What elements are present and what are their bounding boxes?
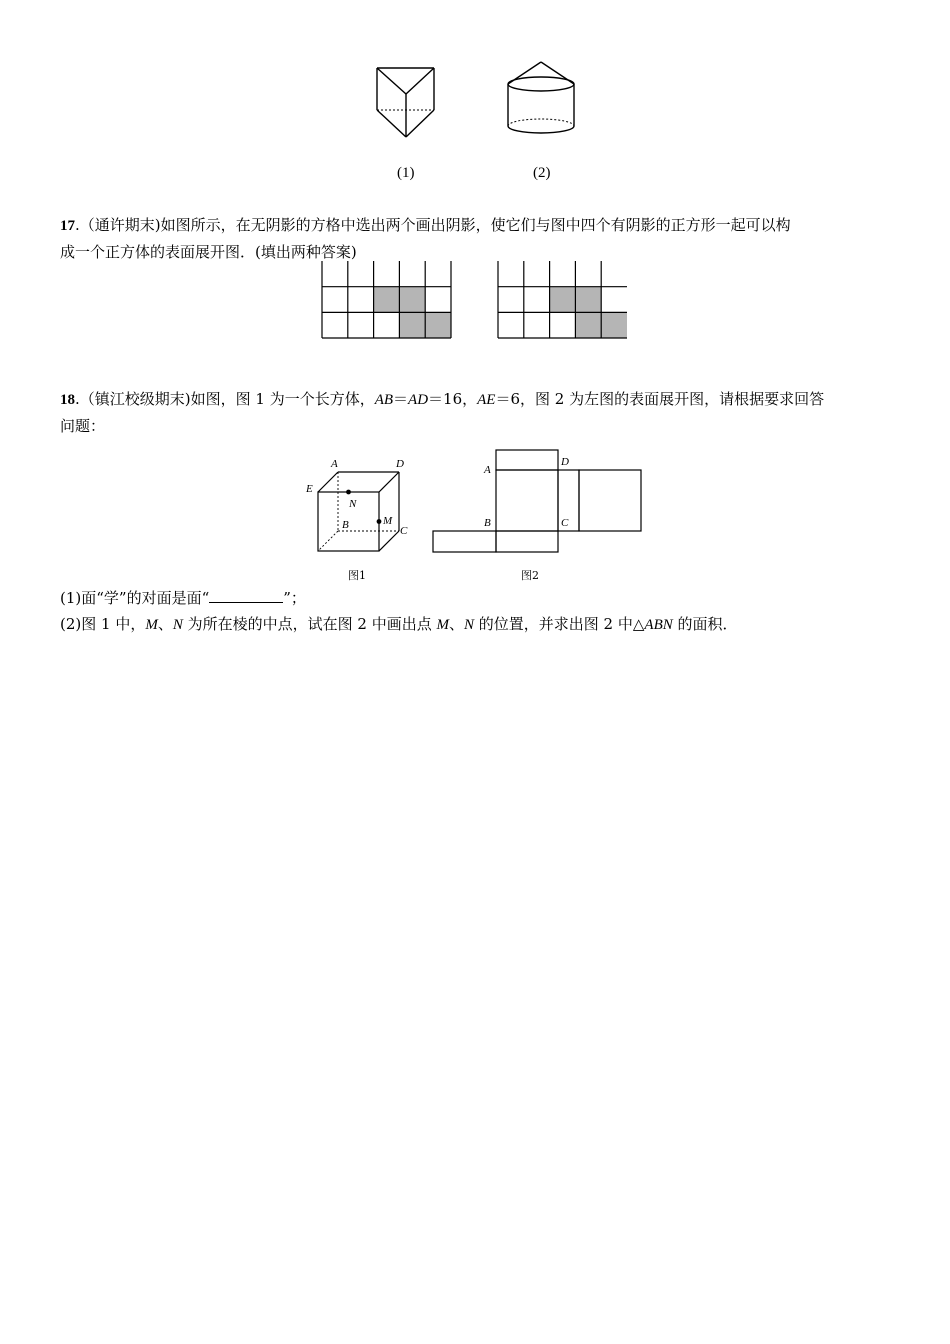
sep: 、 bbox=[157, 615, 173, 633]
question-text: .（镇江校级期末)如图，图 1 为一个长方体， bbox=[75, 390, 375, 408]
figure-1-caption: 图1 bbox=[348, 569, 366, 582]
var-M: M bbox=[436, 617, 449, 633]
label-M: M bbox=[383, 515, 393, 527]
label-B: B bbox=[342, 519, 349, 531]
var-AB: AB bbox=[374, 392, 394, 408]
point-N bbox=[346, 490, 351, 495]
net-label-A: A bbox=[484, 464, 491, 476]
part-2-text-b: 为所在棱的中点，试在图 2 中画出点 bbox=[182, 615, 437, 633]
net-label-C: C bbox=[561, 517, 569, 529]
part-2-text-d: 的面积． bbox=[672, 615, 738, 633]
question-text: .（通许期末)如图所示，在无阴影的方格中选出两个画出阴影，使它们与图中四个有阴影的正方形一起可以构 bbox=[75, 216, 791, 234]
var-M: M bbox=[145, 617, 158, 633]
point-M bbox=[377, 519, 382, 524]
var-AD: AD bbox=[408, 392, 429, 408]
net-label-D: D bbox=[561, 456, 569, 468]
part-2-text-c: 的位置，并求出图 2 中△ bbox=[474, 615, 645, 633]
part-2 bbox=[60, 611, 892, 638]
part-1 bbox=[60, 585, 892, 611]
question-number: 18 bbox=[60, 392, 75, 408]
question-17-line-2: 成一个正方体的表面展开图．(填出两种答案) bbox=[60, 243, 357, 261]
part-1-end: ”； bbox=[283, 589, 306, 607]
part-1-text: (1)面“学”的对面是面“ bbox=[60, 589, 210, 607]
var-N: N bbox=[172, 617, 183, 633]
cuboid-figure bbox=[300, 455, 420, 560]
sep: 、 bbox=[448, 615, 464, 633]
var-AE: AE bbox=[477, 392, 496, 408]
triangular-prism-figure bbox=[370, 62, 440, 144]
part-2-text: (2)图 1 中， bbox=[60, 615, 146, 633]
figure-caption-2: (2) bbox=[533, 165, 551, 181]
answer-blank[interactable] bbox=[209, 586, 283, 603]
question-17 bbox=[60, 212, 892, 265]
label-E: E bbox=[306, 483, 313, 495]
cylinder-cone-figure bbox=[502, 58, 582, 140]
eq-value: ＝16， bbox=[428, 390, 478, 408]
question-number: 17 bbox=[60, 218, 75, 234]
label-D: D bbox=[396, 458, 404, 470]
grid-right bbox=[498, 261, 630, 341]
figure-2-caption: 图2 bbox=[521, 569, 539, 582]
var-ABN: ABN bbox=[644, 617, 673, 633]
question-18-line-1 bbox=[60, 386, 892, 413]
net-label-B: B bbox=[484, 517, 491, 529]
label-N: N bbox=[349, 498, 357, 510]
label-A: A bbox=[331, 458, 338, 470]
question-18-line-2: 问题： bbox=[60, 417, 106, 435]
question-17-line-1 bbox=[60, 212, 892, 239]
figure-caption-1: (1) bbox=[397, 165, 415, 181]
question-18 bbox=[60, 386, 892, 439]
grid-left bbox=[322, 261, 454, 341]
question-text-rest: ＝6，图 2 为左图的表面展开图，请根据要求回答 bbox=[495, 390, 825, 408]
var-N: N bbox=[464, 617, 475, 633]
cuboid-net-figure bbox=[430, 447, 646, 557]
question-18-parts bbox=[60, 585, 892, 638]
eq-sign: ＝ bbox=[393, 390, 409, 408]
label-C: C bbox=[400, 525, 408, 537]
